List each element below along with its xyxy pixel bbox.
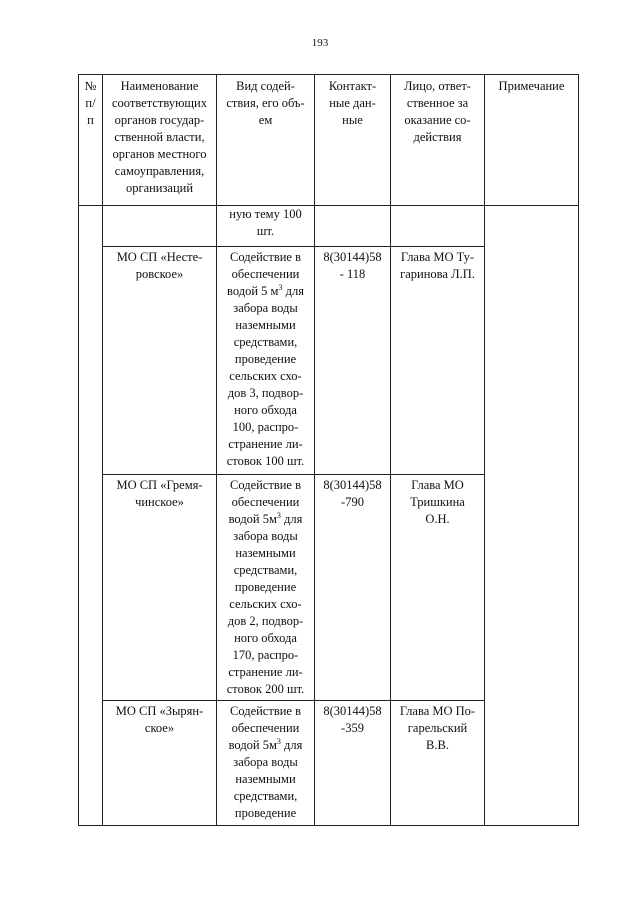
person-cell: Глава МО По- гарельский В.В. xyxy=(391,701,485,826)
superscript: 3 xyxy=(278,282,283,292)
org-cell: МО СП «Зырян- ское» xyxy=(103,701,217,826)
contact-cell: 8(30144)58 - 118 xyxy=(315,247,391,475)
org-cell xyxy=(103,206,217,247)
person-cell xyxy=(391,206,485,247)
header-help: Вид содей- ствия, его объ- ем xyxy=(217,75,315,206)
assistance-table xyxy=(78,74,579,826)
page-number: 193 xyxy=(311,37,329,49)
contact-cell xyxy=(315,206,391,247)
header-num: № п/ п xyxy=(79,75,103,206)
contact-cell: 8(30144)58 -359 xyxy=(315,701,391,826)
help-cell: Содействие в обеспечении водой $5м^3$ для забора воды наземными средствами, проведение сельских схо- дов 2, подвор- ного обхода 170, распро- странение ли- стовок 200 шт. xyxy=(217,475,315,701)
num-cell xyxy=(79,206,103,826)
org-cell: МО СП «Гремя- чинское» xyxy=(103,475,217,701)
help-cell: Содействие в обеспечении водой 5 $м^3$ для забора воды наземными средствами, проведение сельских схо- дов 3, подвор- ного обхода 100, распро- странение ли- стовок 100 шт. xyxy=(217,247,315,475)
header-person: Лицо, ответ- ственное за оказание со- действия xyxy=(391,75,485,206)
header-note: Примечание xyxy=(485,75,579,206)
superscript: 3 xyxy=(276,736,281,746)
contact-cell: 8(30144)58 -790 xyxy=(315,475,391,701)
table-header-row xyxy=(79,75,579,206)
note-cell xyxy=(485,206,579,826)
header-contact: Контакт- ные дан- ные xyxy=(315,75,391,206)
help-cell: ную тему 100 шт. xyxy=(217,206,315,247)
help-cell: Содействие в обеспечении водой $5м^3$ для забора воды наземными средствами, проведение xyxy=(217,701,315,826)
superscript: 3 xyxy=(276,510,281,520)
header-org: Наименование соответствующих органов государ- ственной власти, органов местного самоуправления, организаций xyxy=(103,75,217,206)
person-cell: Глава МО Ту- гаринова Л.П. xyxy=(391,247,485,475)
table-row-continuation xyxy=(79,206,579,247)
person-cell: Глава МО Тришкина О.Н. xyxy=(391,475,485,701)
org-cell: МО СП «Несте- ровское» xyxy=(103,247,217,475)
